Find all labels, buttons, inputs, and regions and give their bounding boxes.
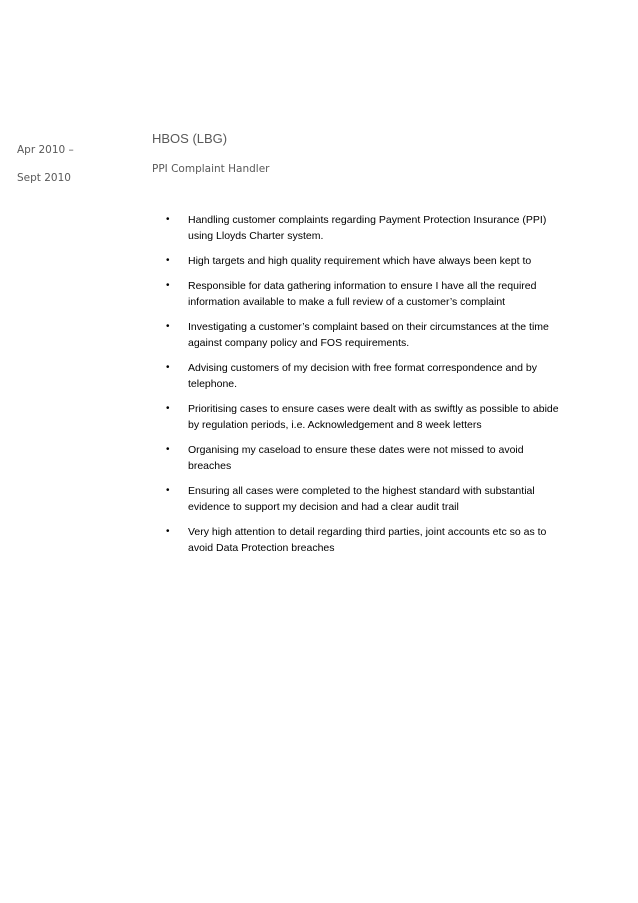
duty-item <box>166 278 566 310</box>
bullet-icon: • <box>166 362 170 373</box>
bullet-icon: • <box>166 280 170 291</box>
duty-item <box>166 319 566 351</box>
duty-item <box>166 401 566 433</box>
end-date: Sept 2010 <box>17 172 71 184</box>
duty-item <box>166 442 566 474</box>
employment-dates <box>17 143 74 199</box>
duty-text: Handling customer complaints regarding Payment Protection Insurance (PPI) using Lloyds Charter system. <box>188 214 547 242</box>
bullet-icon: • <box>166 403 170 414</box>
bullet-icon: • <box>166 526 170 537</box>
duty-text: Advising customers of my decision with free format correspondence and by telephone. <box>188 362 537 390</box>
employer-name: HBOS (LBG) <box>152 131 228 146</box>
duty-item <box>166 360 566 392</box>
duty-item <box>166 253 566 269</box>
duty-text: Investigating a customer’s complaint based on their circumstances at the time against company policy and FOS requirements. <box>188 321 549 349</box>
duty-text: Responsible for data gathering information to ensure I have all the required information available to make a full review of a customer’s complaint <box>188 280 537 308</box>
duty-text: Prioritising cases to ensure cases were dealt with as swiftly as possible to abide by regulation periods, i.e. Acknowledgement and 8 week letters <box>188 403 559 431</box>
duty-text: High targets and high quality requirement which have always been kept to <box>188 255 532 267</box>
bullet-icon: • <box>166 321 170 332</box>
duty-item <box>166 524 566 556</box>
bullet-icon: • <box>166 444 170 455</box>
bullet-icon: • <box>166 214 170 225</box>
duty-item <box>166 212 566 244</box>
duties-list <box>166 212 566 565</box>
start-date: Apr 2010 – <box>17 144 74 156</box>
duty-text: Very high attention to detail regarding third parties, joint accounts etc so as to avoid Data Protection breaches <box>188 526 547 554</box>
duty-text: Organising my caseload to ensure these dates were not missed to avoid breaches <box>188 444 524 472</box>
job-title: PPI Complaint Handler <box>152 163 270 175</box>
duty-item <box>166 483 566 515</box>
bullet-icon: • <box>166 255 170 266</box>
bullet-icon: • <box>166 485 170 496</box>
duty-text: Ensuring all cases were completed to the highest standard with substantial evidence to support my decision and had a clear audit trail <box>188 485 535 513</box>
